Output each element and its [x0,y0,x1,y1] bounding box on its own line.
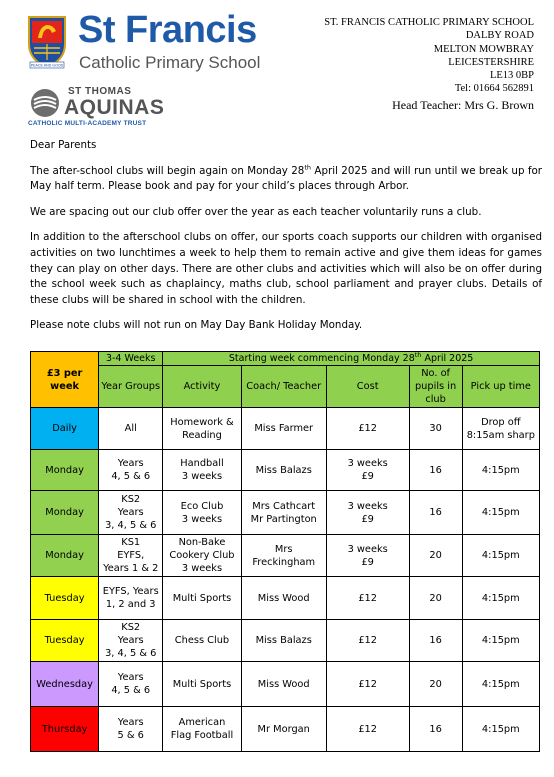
clubs-table [30,351,540,752]
year-groups-cell: All [99,408,163,450]
pupils-cell: 16 [409,450,462,491]
letter-paragraph-2: We are spacing out our club offer over the year as each teacher voluntarily runs a club. [30,205,482,218]
letter-paragraph-4: Please note clubs will not run on May Day Bank Holiday Monday. [30,319,363,332]
col-pickup: Pick up time [462,366,539,408]
trust-name-main: AQUINAS [64,96,165,119]
table-top-bar [31,352,540,366]
cost-cell: 3 weeks £9 [326,491,409,535]
col-cost: Cost [326,366,409,408]
pickup-cell: 4:15pm [462,491,539,535]
day-cell: Tuesday [31,620,99,662]
coach-cell: Mr Morgan [241,707,326,752]
table-row [31,707,540,752]
coach-cell: Miss Balazs [241,450,326,491]
cost-cell: 3 weeks £9 [326,535,409,577]
day-cell: Monday [31,535,99,577]
table-row [31,535,540,577]
table-row [31,620,540,662]
col-year-groups: Year Groups [99,366,163,408]
cost-cell: £12 [326,620,409,662]
activity-cell: Multi Sports [163,662,241,707]
pickup-cell: 4:15pm [462,577,539,620]
activity-cell: Multi Sports [163,577,241,620]
address-line: LE13 0BP [489,70,534,82]
year-groups-cell: KS1 EYFS, Years 1 & 2 [99,535,163,577]
activity-cell: Non-Bake Cookery Club 3 weeks [163,535,241,577]
day-cell: Daily [31,408,99,450]
letter-paragraph-3: In addition to the afterschool clubs on offer, our sports coach supports our children with organised activities on two lunchtimes a week to help them to remain active and give them ideas for games they can play on other days. There are other clubs and activities which will also be on offer during the school week such as chaplaincy, maths club, school parliament and prayer clubs. Details of these clubs will be shared in school with the children. [30,231,542,306]
pupils-cell: 16 [409,707,462,752]
trust-name-bottom: CATHOLIC MULTI-ACADEMY TRUST [28,120,147,127]
address-line: MELTON MOWBRAY [433,43,534,55]
price-per-week [31,352,99,408]
coach-cell: Miss Wood [241,577,326,620]
year-groups-cell: KS2 Years 3, 4, 5 & 6 [99,620,163,662]
activity-cell: Homework & Reading [163,408,241,450]
year-groups-cell: Years 5 & 6 [99,707,163,752]
trust-name-top: ST THOMAS [68,86,132,97]
address-line: DALBY ROAD [465,30,534,42]
coach-cell: Miss Farmer [241,408,326,450]
activity-cell: American Flag Football [163,707,241,752]
price-label: £3 per week [46,367,83,392]
coach-cell: Mrs Freckingham [241,535,326,577]
school-name: St Francis [78,9,257,51]
letter-body [30,138,542,344]
trust-emblem-icon [30,88,60,118]
trust-logo [26,86,176,130]
letter-paragraph-1: The after-school clubs will begin again on Monday 28th April 2025 and will run until we break up for May half term. Please book and pay for your child’s places through Arbor. [30,163,542,193]
table-row [31,450,540,491]
day-cell: Thursday [31,707,99,752]
pupils-cell: 30 [409,408,462,450]
col-activity: Activity [163,366,241,408]
school-crest-logo [26,14,68,70]
day-cell: Tuesday [31,577,99,620]
table-row [31,662,540,707]
pupils-cell: 16 [409,620,462,662]
day-cell: Monday [31,450,99,491]
pupils-cell: 20 [409,535,462,577]
col-coach: Coach/ Teacher [241,366,326,408]
cost-cell: £12 [326,408,409,450]
pickup-cell: 4:15pm [462,620,539,662]
pickup-cell: Drop off 8:15am sharp [462,408,539,450]
club-rows [31,408,540,752]
cost-cell: 3 weeks £9 [326,450,409,491]
pupils-cell: 16 [409,491,462,535]
pickup-cell: 4:15pm [462,707,539,752]
salutation: Dear Parents [30,139,97,151]
pupils-cell: 20 [409,577,462,620]
address-line: ST. FRANCIS CATHOLIC PRIMARY SCHOOL [324,17,534,28]
starting-week-label: Starting week commencing Monday 28th April 2025 [163,352,540,366]
coach-cell: Mrs Cathcart Mr Partington [241,491,326,535]
school-subtitle: Catholic Primary School [79,53,261,72]
pickup-cell: 4:15pm [462,535,539,577]
activity-cell: Eco Club 3 weeks [163,491,241,535]
coach-cell: Miss Balazs [241,620,326,662]
head-teacher: Head Teacher: Mrs G. Brown [392,98,534,112]
col-pupils: No. of pupils in club [409,366,462,408]
year-groups-cell: Years 4, 5 & 6 [99,662,163,707]
day-cell: Monday [31,491,99,535]
table-row [31,491,540,535]
table-row [31,577,540,620]
pickup-cell: 4:15pm [462,662,539,707]
year-groups-cell: KS2 Years 3, 4, 5 & 6 [99,491,163,535]
pupils-cell: 20 [409,662,462,707]
year-groups-cell: Years 4, 5 & 6 [99,450,163,491]
cost-cell: £12 [326,662,409,707]
weeks-label: 3-4 Weeks [99,352,163,366]
coach-cell: Miss Wood [241,662,326,707]
pickup-cell: 4:15pm [462,450,539,491]
activity-cell: Handball 3 weeks [163,450,241,491]
school-address [324,16,534,96]
address-line: LEICESTERSHIRE [448,56,534,68]
day-cell: Wednesday [31,662,99,707]
table-row [31,408,540,450]
cost-cell: £12 [326,707,409,752]
table-header-row [31,366,540,408]
cost-cell: £12 [326,577,409,620]
address-phone: Tel: 01664 562891 [454,83,534,95]
year-groups-cell: EYFS, Years 1, 2 and 3 [99,577,163,620]
crest-motto: PEACE AND GOOD [30,63,64,68]
activity-cell: Chess Club [163,620,241,662]
